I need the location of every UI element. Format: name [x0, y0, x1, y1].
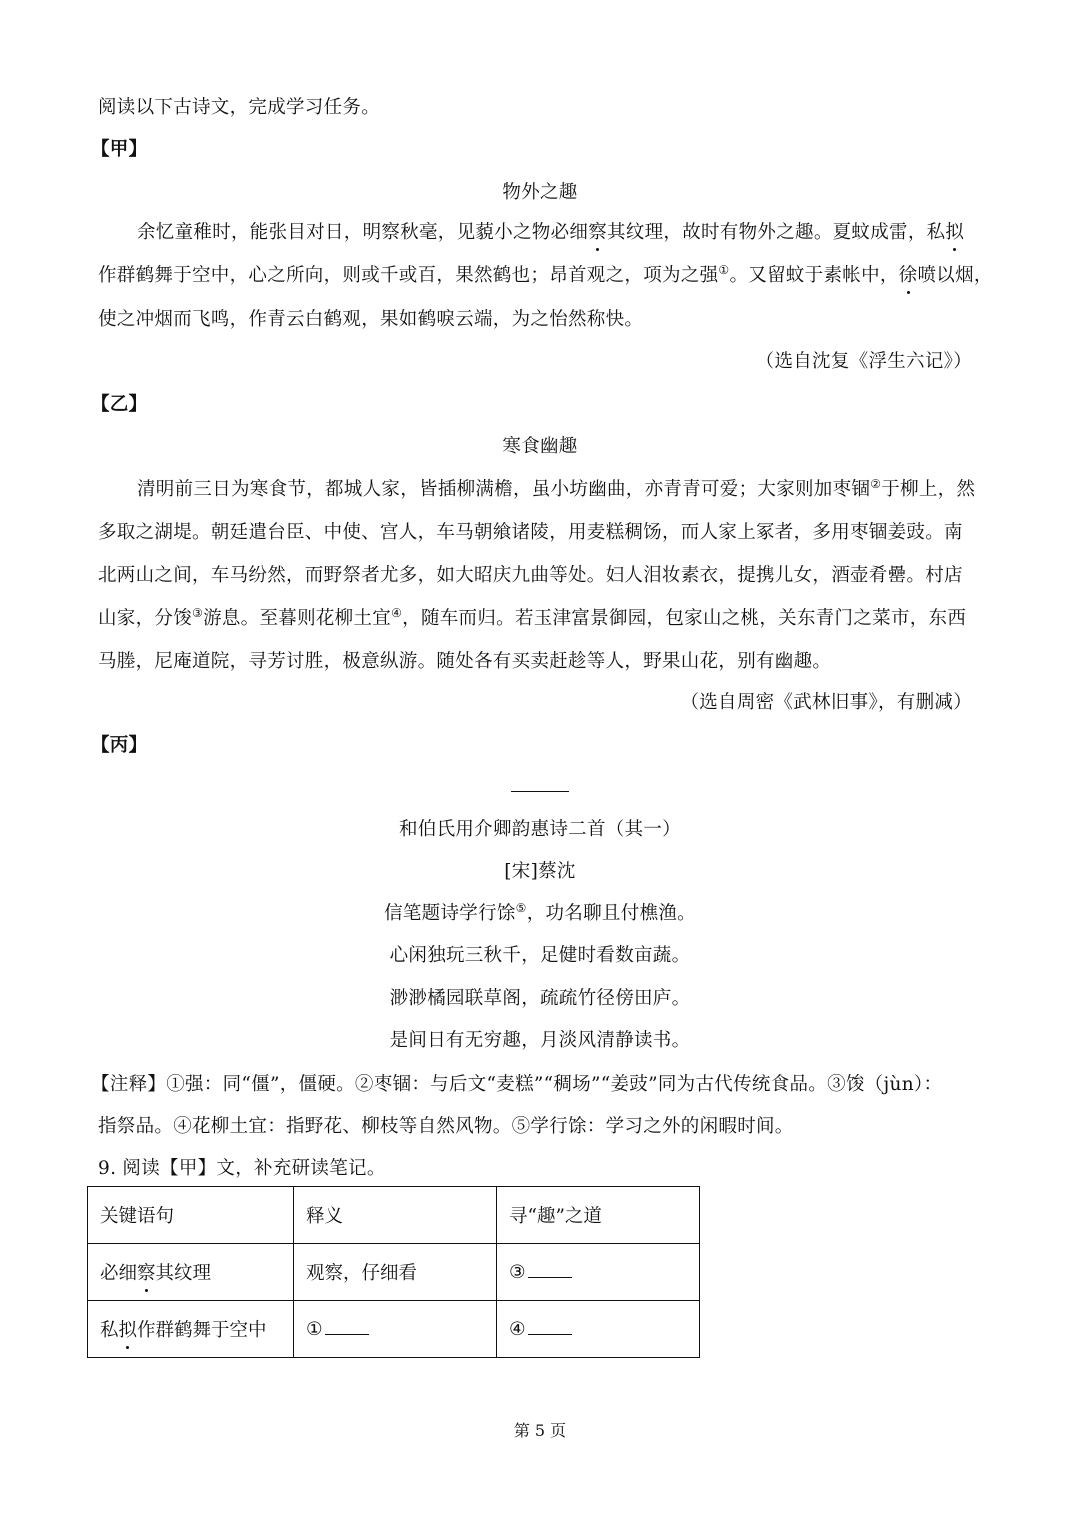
section-bing-label: 【丙】	[91, 735, 148, 756]
page-number: 第 5 页	[513, 1421, 567, 1440]
table-header: 寻“趣”之道	[497, 1187, 700, 1244]
yi-title: 寒食幽趣	[502, 436, 578, 457]
table-header: 释义	[294, 1187, 497, 1244]
yi-line-3: 北两山之间，车马纷然，而野祭者尤多，如大昭庆九曲等处。妇人泪妆素衣，提携儿女，酒壶肴罍。村店	[98, 565, 963, 586]
yi-line-5: 马塍，尼庵道院，寻芳讨胜，极意纵游。随处各有买卖赶趁等人，野果山花，别有幽趣。	[98, 651, 832, 672]
study-notes-table	[87, 1186, 700, 1358]
jia-line-3: 使之冲烟而飞鸣，作青云白鹤观，果如鹤唳云端，为之怡然称快。	[98, 309, 644, 330]
poem-line-4: 是间日有无穷趣，月淡风清静读书。	[389, 1030, 691, 1051]
bing-title: 和伯氏用介卿韵惠诗二首（其一）	[398, 819, 681, 840]
bing-author: [宋]蔡沈	[504, 861, 576, 882]
notes-line-1: 【注释】①强：同“僵”，僵硬。②枣锢：与后文“麦糕”“稠场”“姜豉”同为古代传统食品。③馂（jùn）：	[91, 1074, 943, 1095]
yi-line-4: 山家，分馂③游息。至暮则花柳土宜④，随车而归。若玉津富景御园，包家山之桃，关东青门之菜市，东西	[98, 605, 967, 629]
section-jia-label: 【甲】	[91, 139, 148, 160]
jia-title: 物外之趣	[502, 182, 578, 203]
intro-text: 阅读以下古诗文，完成学习任务。	[98, 97, 381, 118]
table-cell-key-sentence: 私拟作群鹤舞于空中	[88, 1301, 294, 1358]
title-dash-line	[511, 791, 569, 792]
notes-line-2: 指祭品。④花柳土宜：指野花、柳枝等自然风物。⑤学行馀：学习之外的闲暇时间。	[98, 1116, 794, 1137]
section-yi-label: 【乙】	[91, 394, 148, 415]
yi-line-1: 清明前三日为寒食节，都城人家，皆插柳满檐，虽小坊幽曲，亦青青可爱；大家则加枣锢②于柳上，然	[137, 476, 976, 500]
question-9: 9. 阅读【甲】文，补充研读笔记。	[98, 1158, 386, 1179]
poem-line-3: 渺渺橘园联草阁，疏疏竹径傍田庐。	[389, 988, 691, 1009]
table-header: 关键语句	[88, 1187, 294, 1244]
table-cell-meaning: 观察，仔细看	[294, 1244, 497, 1301]
table-cell-key-sentence: 必细察其纹理	[88, 1244, 294, 1301]
poem-line-1: 信笔题诗学行馀⑤，功名聊且付樵渔。	[384, 900, 696, 924]
table-header-row	[88, 1187, 700, 1244]
answer-blank-3[interactable]: ③	[497, 1244, 700, 1301]
poem-line-2: 心闲独玩三秋千，足健时看数亩蔬。	[389, 945, 691, 966]
yi-source: （选自周密《武林旧事》，有删减）	[680, 692, 972, 713]
table-row	[88, 1244, 700, 1301]
table-row	[88, 1301, 700, 1358]
jia-source: （选自沈复《浮生六记》）	[755, 351, 972, 372]
answer-blank-4[interactable]: ④	[497, 1301, 700, 1358]
jia-line-1: 余忆童稚时，能张目对日，明察秋毫，见藐小之物必细察其纹理，故时有物外之趣。夏蚊成雷，私拟	[137, 218, 964, 244]
yi-line-2: 多取之湖堤。朝廷遣台臣、中使、宫人，车马朝飨诸陵，用麦糕稠饧，而人家上冢者，多用枣锢姜豉。南	[98, 522, 963, 543]
jia-line-2: 作群鹤舞于空中，心之所向，则或千或百，果然鹤也；昂首观之，项为之强①。又留蚊于素帐中，徐喷以烟，	[98, 262, 993, 286]
answer-blank-1[interactable]: ①	[294, 1301, 497, 1358]
